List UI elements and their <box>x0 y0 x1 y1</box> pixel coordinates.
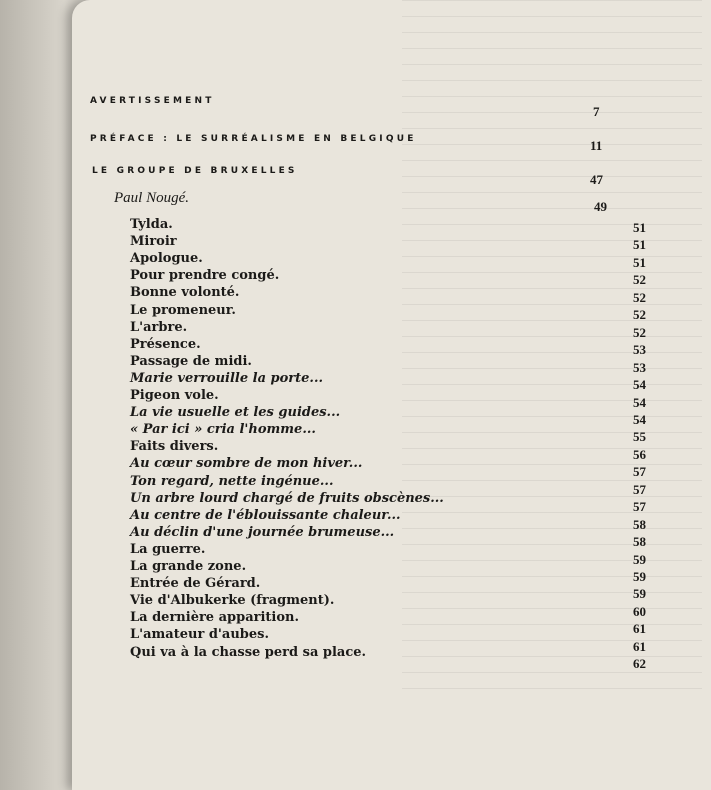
toc-entry-title: Pour prendre congé. <box>130 268 280 284</box>
toc-entry-page: 57 <box>633 481 646 497</box>
author-page: 49 <box>594 199 607 214</box>
toc-entry-title: Au cœur sombre de mon hiver... <box>130 456 363 472</box>
toc-entry-page: 53 <box>633 342 646 358</box>
show-through-text <box>402 0 702 690</box>
toc-entry-title: Tylda. <box>130 217 173 232</box>
toc-entry-title: « Par ici » cria l'homme... <box>130 422 316 438</box>
toc-entry-title: Au déclin d'une journée brumeuse... <box>130 524 395 540</box>
toc-entry-page: 60 <box>633 603 646 619</box>
toc-entry-page: 52 <box>633 307 646 323</box>
toc-entry-title: Marie verrouille la porte... <box>130 370 324 386</box>
toc-entry-page: 61 <box>633 638 646 654</box>
toc-entry-page: 61 <box>633 621 646 637</box>
toc-entry-page: 54 <box>633 377 646 393</box>
toc-entry-title: Bonne volonté. <box>130 285 240 301</box>
toc-entry-title: Un arbre lourd chargé de fruits obscènes... <box>130 490 444 506</box>
toc-entry-title: Pigeon vole. <box>130 388 219 403</box>
toc-entry-page: 53 <box>633 359 646 375</box>
toc-entry-page: 55 <box>633 429 646 445</box>
toc-entry-title: La vie usuelle et les guides... <box>130 405 341 421</box>
toc-entry-page: 52 <box>633 272 646 288</box>
toc-entry-page: 51 <box>633 237 646 253</box>
toc-entry-title: Présence. <box>130 336 201 352</box>
toc-entry-title: Miroir <box>130 234 177 250</box>
toc-entry-page: 52 <box>633 289 646 305</box>
toc-entry-page: 59 <box>633 551 646 567</box>
toc-entry-page: 58 <box>633 516 646 532</box>
toc-entry-title: Entrée de Gérard. <box>130 576 261 592</box>
toc-entry-title: Faits divers. <box>130 439 219 455</box>
toc-entry-page: 54 <box>633 394 646 410</box>
section-page-preface: 11 <box>590 138 603 153</box>
toc-entry-title: La dernière apparition. <box>130 610 300 626</box>
section-page-avertissement: 7 <box>593 104 600 119</box>
toc-entry-title: L'arbre. <box>130 319 188 335</box>
author-name: Paul Nougé. <box>114 190 189 206</box>
toc-entry-title: L'amateur d'aubes. <box>130 627 269 643</box>
toc-entry-title: La guerre. <box>130 541 206 557</box>
section-page-groupe: 47 <box>590 172 603 187</box>
book-page <box>72 0 711 790</box>
toc-entry-page: 59 <box>633 569 646 584</box>
toc-entry-title: La grande zone. <box>130 559 247 574</box>
toc-entry-title: Au centre de l'éblouissante chaleur... <box>130 507 401 523</box>
toc-entry-title: Qui va à la chasse perd sa place. <box>130 644 367 660</box>
toc-entry-page: 52 <box>633 324 646 340</box>
toc-entry-page: 59 <box>633 586 646 602</box>
toc-entry-page: 57 <box>633 464 646 480</box>
toc-entry-page: 51 <box>633 254 646 270</box>
toc-entry-title: Passage de midi. <box>130 353 252 369</box>
toc-entry-title: Vie d'Albukerke (fragment). <box>130 593 335 609</box>
toc-entry-title: Ton regard, nette ingénue... <box>130 473 334 489</box>
toc-entry-page: 54 <box>633 411 646 427</box>
toc-entry-page: 56 <box>633 446 646 462</box>
section-title-groupe: LE GROUPE DE BRUXELLES <box>92 166 298 176</box>
toc-entry-page: 51 <box>633 220 646 235</box>
toc-entry-page: 57 <box>633 499 646 515</box>
section-title-avertissement: AVERTISSEMENT <box>90 96 215 106</box>
toc-entry-page: 58 <box>633 534 646 550</box>
toc-entry-title: Le promeneur. <box>130 302 236 318</box>
section-title-preface: PRÉFACE : LE SURRÉALISME EN BELGIQUE <box>90 134 417 144</box>
toc-entry-page: 62 <box>633 656 646 672</box>
toc-entry-title: Apologue. <box>130 251 203 267</box>
